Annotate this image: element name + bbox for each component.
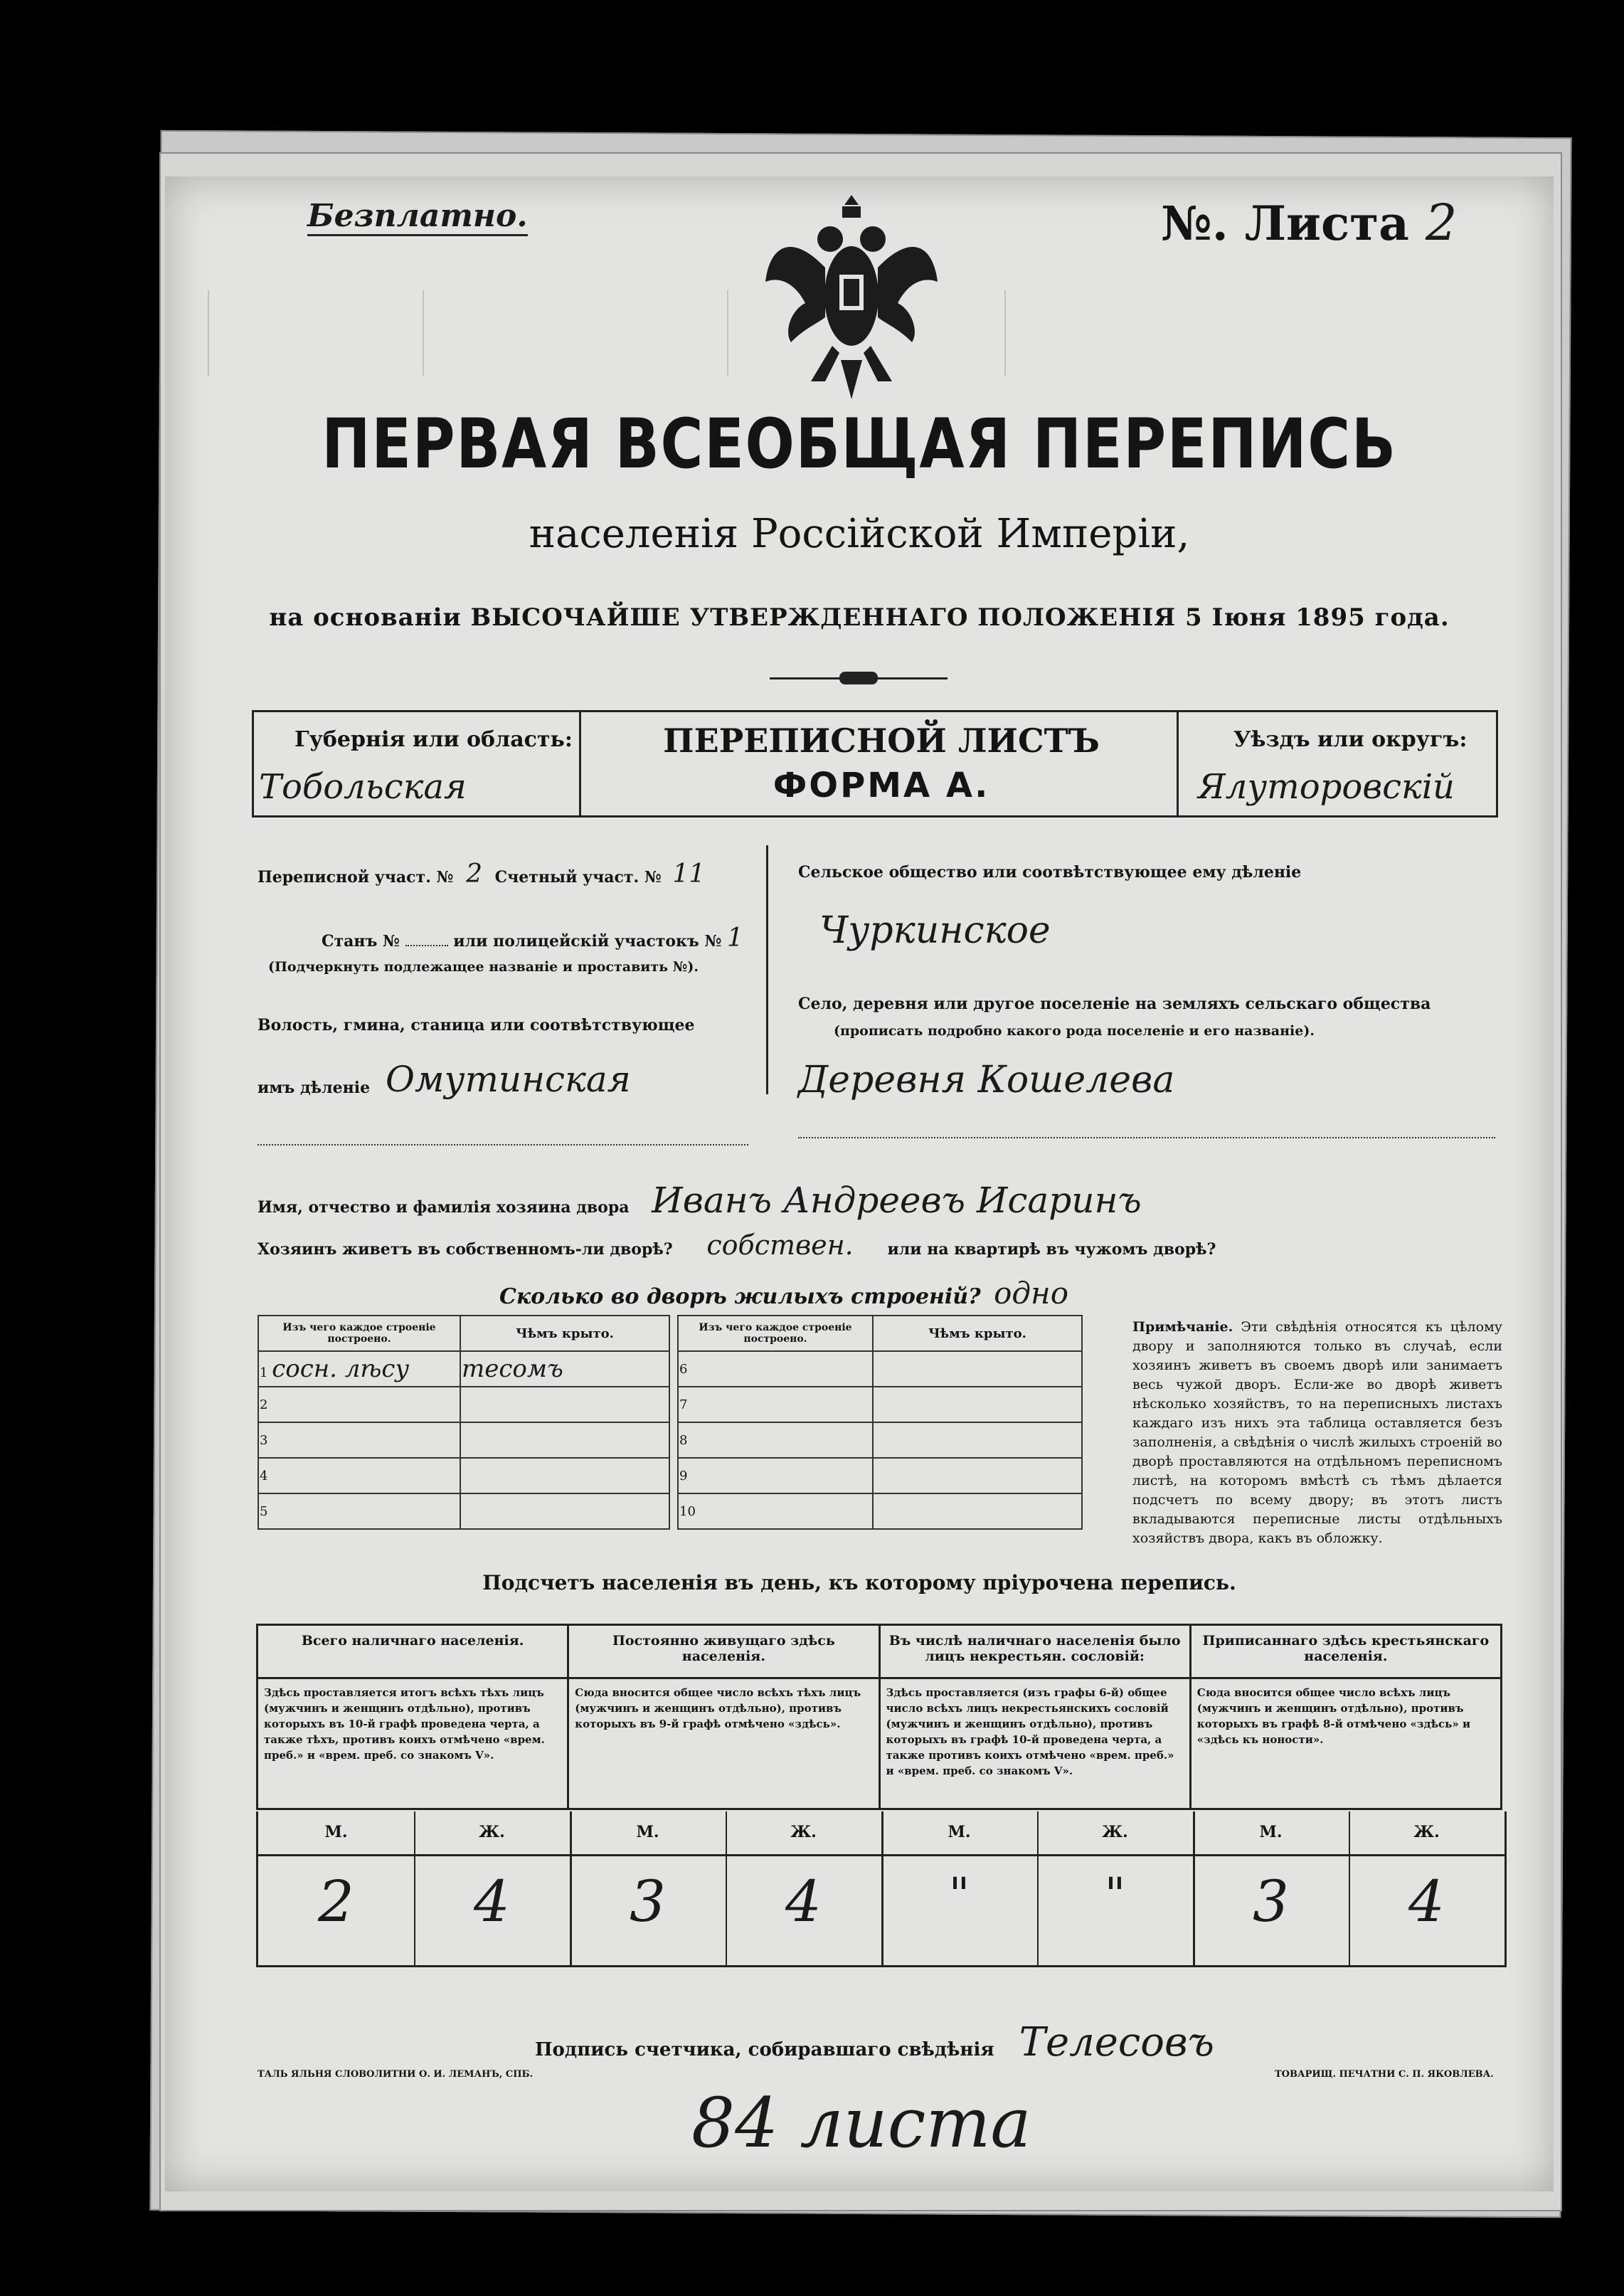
table-row: 3 <box>258 1422 460 1458</box>
census-sheet <box>165 176 1554 2191</box>
buildings-note <box>1132 1318 1502 1548</box>
count-col-4 <box>1190 1625 1501 1809</box>
col-material-header: Изъ чего каждое строеніе построено. <box>258 1316 460 1351</box>
count-col-3 <box>879 1625 1190 1809</box>
form-title: ПЕРЕПИСНОЙ ЛИСТЪ <box>663 721 1100 760</box>
police-label: или полицейскій участокъ № <box>453 932 722 951</box>
sheet-number-label: №. Листа <box>1161 196 1409 251</box>
value-m-2: 3 <box>630 1868 666 1935</box>
basis-line: на основаніи ВЫСОЧАЙШЕ УТВЕРЖДЕННАГО ПОЛОЖЕНІЯ 5 Іюня 1895 года. <box>269 603 1450 632</box>
value-m-3: " <box>948 1868 970 1921</box>
perep-value: 2 <box>466 859 482 889</box>
buildings-table-left: Изъ чего каждое строеніе построено. Чѣмъ крыто. 1 сосн. лѣсу тесомъ 2 3 4 5 <box>258 1315 670 1530</box>
m-label-3: М. <box>948 1823 971 1841</box>
ornament-center <box>839 672 878 684</box>
m-label-4: М. <box>1259 1823 1283 1841</box>
zh-label-2: Ж. <box>790 1823 817 1841</box>
volost-label: Волость, гмина, станица или соотвѣтствующее <box>258 1016 695 1035</box>
owner-lives-value: собствен. <box>706 1229 854 1261</box>
form-subtitle: ФОРМА А. <box>773 766 990 805</box>
count-head-4: Приписаннаго здѣсь крестьянскаго населенія. <box>1192 1626 1500 1679</box>
table-row: 9 <box>678 1458 873 1493</box>
buildings-value: одно <box>994 1276 1068 1311</box>
table-row: 1 сосн. лѣсу <box>258 1351 460 1387</box>
owner-name-row <box>258 1180 1142 1221</box>
uezd-label: Уѣздъ или округъ: <box>1233 727 1468 752</box>
count-head-1: Всего наличнаго населенія. <box>258 1626 567 1679</box>
count-col-2 <box>568 1625 879 1809</box>
signature-row <box>535 2019 1214 2065</box>
zh-label-4: Ж. <box>1413 1823 1440 1841</box>
owner-lives-label: Хозяинъ живетъ въ собственномъ-ли дворѣ? <box>258 1240 673 1259</box>
free-label: Безплатно. <box>307 198 528 236</box>
signature-value: Телесовъ <box>1019 2019 1214 2065</box>
stan-row <box>322 924 743 953</box>
bleed-through-text <box>208 290 1502 397</box>
perep-label-text: Переписной участ. № <box>258 868 454 887</box>
value-zh-1: 4 <box>474 1868 510 1935</box>
village-label: Село, деревня или другое поселеніе на земляхъ сельскаго общества <box>798 995 1431 1013</box>
volost-label-2: имъ дѣленіе <box>258 1079 371 1097</box>
gubernia-label: Губернія или область: <box>294 727 573 752</box>
subtitle: населенія Россійской Имперіи, <box>529 511 1190 557</box>
value-m-1: 2 <box>318 1868 354 1935</box>
society-label: Сельское общество или соотвѣтствующее ему дѣленіе <box>798 863 1302 882</box>
handwritten-sheet-count: 84 листа <box>691 2083 1031 2163</box>
value-zh-2: 4 <box>785 1868 822 1935</box>
police-value: 1 <box>727 924 743 953</box>
count-desc-4: Сюда вносится общее число всѣхъ лицъ (мужчинъ и женщинъ отдѣльно), противъ которыхъ въ графѣ 8-й отмѣчено «здѣсь» и «здѣсь къ ноности». <box>1196 1686 1471 1746</box>
village-note: (прописать подробно какого рода поселеніе и его названіе). <box>834 1023 1315 1039</box>
society-value: Чуркинское <box>819 909 1051 952</box>
printer-right: ТОВАРИЩ. ПЕЧАТНИ С. П. ЯКОВЛЕВА. <box>1275 2069 1494 2080</box>
zh-label-3: Ж. <box>1102 1823 1128 1841</box>
value-m-4: 3 <box>1253 1868 1289 1935</box>
schet-label-text: Счетный участ. № <box>494 868 662 887</box>
owner-lives-label-2: или на квартирѣ въ чужомъ дворѣ? <box>887 1240 1216 1259</box>
table-row: 6 <box>678 1351 873 1387</box>
buildings-row <box>499 1276 1068 1311</box>
note-text: Эти свѣдѣнія относятся къ цѣлому двору и заполняются только въ случаѣ, если хозяинъ живетъ въ своемъ дворѣ или занимаетъ весь чужой дворъ. Если-же во дворѣ живетъ нѣсколько хозяйствъ, то на переписныхъ листахъ каждаго изъ нихъ эта таблица оставляется безъ заполненія, а свѣдѣнія о числѣ жилыхъ строеній во дворѣ проставляются на отдѣльномъ переписномъ листѣ, на которомъ вмѣстѣ съ тѣмъ дѣлается подсчетъ по всему двору; въ этотъ листъ вкладываются переписные листы отдѣльныхъ хозяйствъ двора, какъ въ обложку. <box>1132 1319 1502 1546</box>
col-material-header-2: Изъ чего каждое строеніе построено. <box>678 1316 873 1351</box>
col-roof-header: Чѣмъ крыто. <box>460 1316 669 1351</box>
table-row: 2 <box>258 1387 460 1422</box>
sheet-number-value: 2 <box>1425 194 1458 252</box>
m-label-2: М. <box>636 1823 659 1841</box>
count-head-2: Постоянно живущаго здѣсь населенія. <box>569 1626 878 1679</box>
printer-left: ТАЛЬ ЯЛЬНЯ СЛОВОЛИТНИ О. И. ЛЕМАНЪ, СПБ. <box>258 2069 534 2080</box>
value-zh-4: 4 <box>1408 1868 1445 1935</box>
table-row: 5 <box>258 1493 460 1529</box>
uezd-value: Ялуторовскій <box>1198 767 1455 807</box>
note-title: Примѣчаніе. <box>1132 1319 1233 1335</box>
middle-divider <box>766 845 768 1094</box>
count-desc-3: Здѣсь проставляется (изъ графы 6-й) общее число всѣхъ лицъ некрестьянскихъ сословій (мужчинъ и женщинъ отдѣльно), противъ которыхъ въ графѣ 10-й проведена черта, а также противъ коихъ отмѣчено «врем. преб.» и «врем. преб. со знакомъ V». <box>886 1686 1174 1777</box>
buildings-label: Сколько во дворѣ жилыхъ строеній? <box>499 1284 981 1309</box>
header-block <box>252 710 1498 817</box>
schet-value: 11 <box>672 859 706 889</box>
volost-value: Омутинская <box>386 1059 631 1100</box>
buildings-table-right <box>677 1315 1083 1530</box>
population-count-table <box>256 1624 1502 1810</box>
count-title: Подсчетъ населенія въ день, къ которому пріурочена перепись. <box>482 1571 1236 1594</box>
table-row: 10 <box>678 1493 873 1529</box>
zh-label-1: Ж. <box>479 1823 505 1841</box>
owner-name-label: Имя, отчество и фамилія хозяина двора <box>258 1198 630 1217</box>
table-row: 7 <box>678 1387 873 1422</box>
table-row: 4 <box>258 1458 460 1493</box>
count-head-3: Въ числѣ наличнаго населенія было лицъ некрестьян. сословій: <box>881 1626 1189 1679</box>
count-col-1 <box>258 1625 568 1809</box>
underline-note: (Подчеркнуть подлежащее названіе и проставить №). <box>268 959 699 975</box>
count-values-grid <box>256 1811 1507 1967</box>
sheet-number <box>1161 194 1457 252</box>
perep-label <box>258 859 705 889</box>
value-zh-3: " <box>1104 1868 1126 1921</box>
owner-name-value: Иванъ Андреевъ Исаринъ <box>652 1180 1142 1221</box>
gubernia-value: Тобольская <box>259 767 467 807</box>
count-desc-2: Сюда вносится общее число всѣхъ тѣхъ лицъ (мужчинъ и женщинъ отдѣльно), противъ которыхъ въ 9-й графѣ отмѣчено «здѣсь». <box>575 1686 861 1730</box>
main-title: ПЕРВАЯ ВСЕОБЩАЯ ПЕРЕПИСЬ <box>322 404 1397 484</box>
col-roof-header-2: Чѣмъ крыто. <box>873 1316 1082 1351</box>
table-row: 8 <box>678 1422 873 1458</box>
count-desc-1: Здѣсь проставляется итогъ всѣхъ тѣхъ лицъ (мужчинъ и женщинъ отдѣльно), противъ которыхъ въ 10-й графѣ проведена черта, а также тѣхъ, противъ коихъ отмѣчено «врем. преб.» и «врем. преб. со знакомъ V». <box>264 1686 545 1762</box>
stan-label: Станъ № <box>322 932 400 951</box>
village-value: Деревня Кошелева <box>798 1059 1175 1101</box>
m-label-1: М. <box>324 1823 348 1841</box>
owner-lives-row <box>258 1229 1216 1261</box>
signature-label: Подпись счетчика, собиравшаго свѣдѣнія <box>535 2039 994 2060</box>
